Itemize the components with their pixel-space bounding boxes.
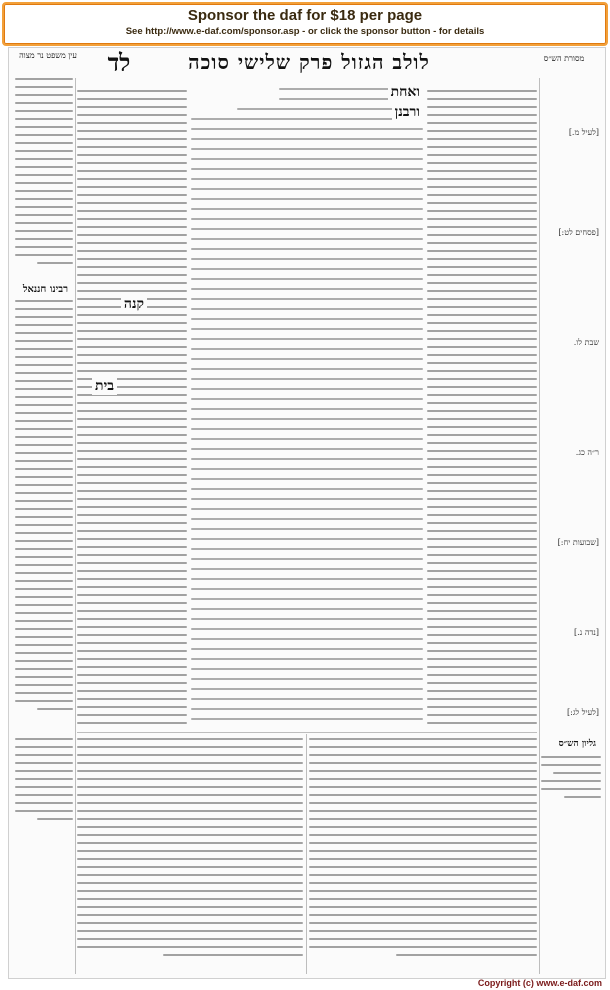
tosafot-lower (77, 738, 303, 974)
margin-note: [שבועות יח:] (557, 538, 599, 547)
gilyon-margin (541, 738, 601, 858)
daf-number: לד (107, 48, 131, 77)
copyright-footer[interactable]: Copyright (c) www.e-daf.com (477, 978, 602, 988)
section-word-bayit: בית (92, 378, 117, 395)
sponsor-banner[interactable] (2, 2, 608, 46)
rabbeinu-chananel (15, 284, 73, 724)
column-divider (306, 734, 307, 974)
margin-note: ר״ה כג. (575, 448, 599, 457)
mesoret-hashas-header: מסורת הש״ס (543, 54, 585, 63)
gemara-main-text (191, 84, 423, 724)
sponsor-subtitle[interactable]: See http://www.e-daf.com/sponsor.asp - or click the sponsor button - for details (125, 26, 485, 37)
margin-note: [לעיל לג:] (567, 708, 599, 717)
ein-mishpat-header: עין משפט נר מצוה (19, 51, 77, 60)
margin-note: [לעיל מ.] (568, 128, 599, 137)
mesoret-margin (541, 108, 601, 808)
column-divider (539, 78, 540, 974)
rashi-lower (309, 738, 537, 974)
tosafot-commentary (77, 90, 187, 730)
margin-note: [פסחים לט:] (558, 228, 599, 237)
margin-note: [נדה נ.] (574, 628, 599, 637)
section-word-veachat: ואחת (388, 84, 423, 101)
gilyon-hashas-label: גליון הש״ס (556, 738, 599, 749)
section-word-verabanan: ורבנן (392, 104, 423, 121)
talmud-page (8, 47, 606, 979)
rabbeinu-chananel-label: רבינו חננאל (20, 284, 71, 295)
rashi-commentary (427, 90, 537, 730)
column-divider (75, 78, 76, 974)
ein-mishpat-margin (15, 78, 73, 278)
section-divider (77, 732, 537, 733)
sponsor-title[interactable]: Sponsor the daf for $18 per page (187, 7, 423, 24)
section-word-kaneh: קנה (121, 296, 147, 313)
chananel-lower (15, 738, 73, 974)
margin-note: שבת לו. (573, 338, 599, 347)
chapter-header: לולב הגזול פרק שלישי סוכה (188, 50, 430, 74)
